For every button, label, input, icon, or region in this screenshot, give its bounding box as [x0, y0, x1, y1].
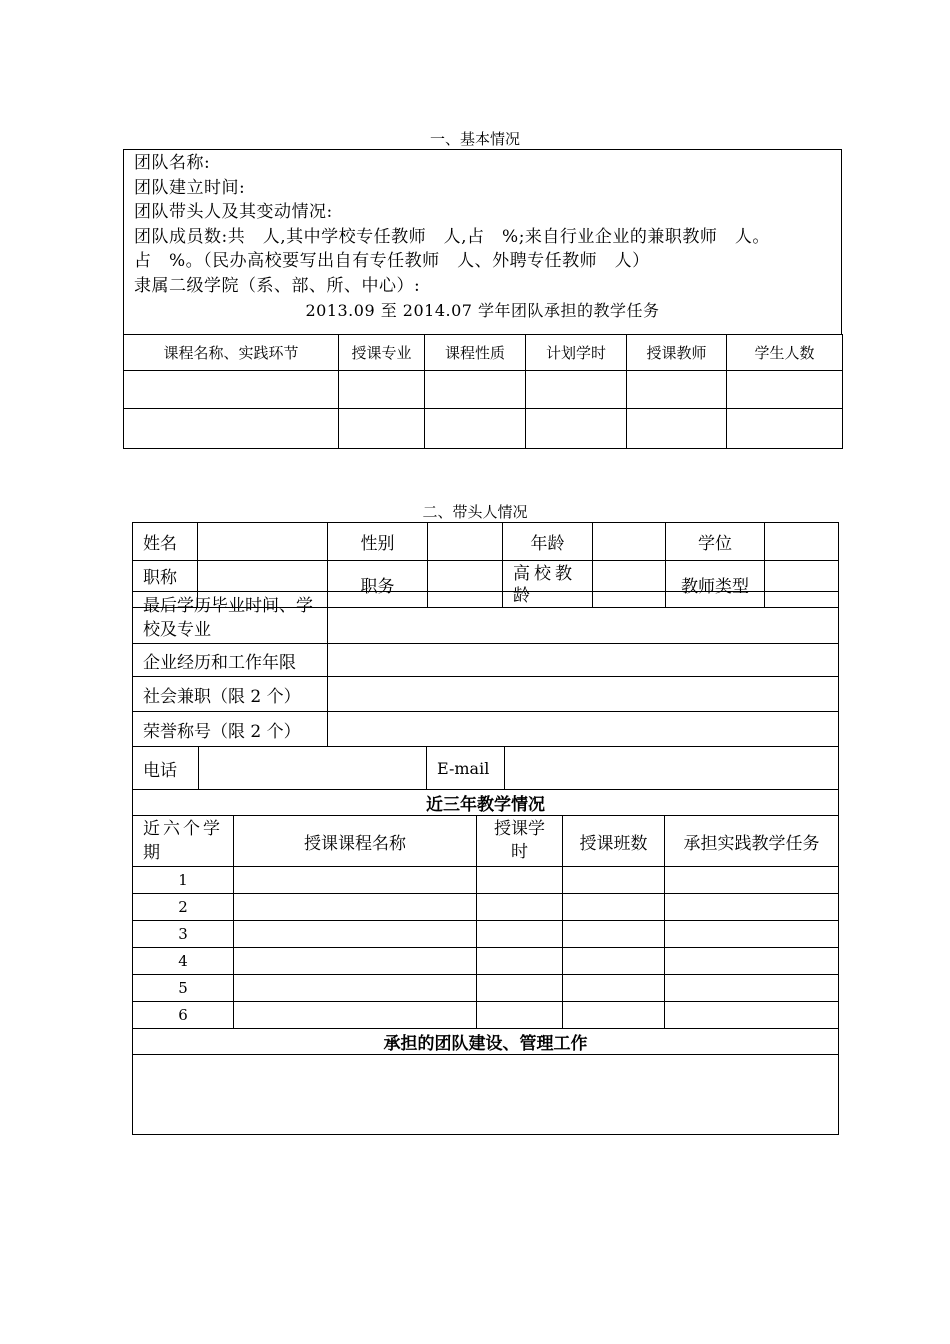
college-label: 隶属二级学院（系、部、所、中心）: — [134, 275, 421, 296]
honors-label: 荣誉称号（限 2 个） — [133, 712, 328, 747]
age-value[interactable] — [593, 523, 666, 561]
name-value[interactable] — [198, 523, 328, 561]
enterprise-label: 企业经历和工作年限 — [133, 644, 328, 677]
team-founded-label: 团队建立时间: — [134, 177, 246, 198]
teaching-cell[interactable] — [665, 1002, 839, 1029]
task-cell[interactable] — [627, 371, 727, 409]
task-caption: 2013.09 至 2014.07 学年团队承担的教学任务 — [305, 301, 660, 320]
social-value[interactable] — [328, 677, 839, 712]
task-table — [123, 334, 843, 449]
email-label: E-mail — [427, 747, 505, 790]
teaching-cell[interactable] — [563, 867, 665, 894]
header-hours: 计划学时 — [526, 335, 627, 371]
teaching-cell[interactable] — [477, 1002, 563, 1029]
management-section-title: 承担的团队建设、管理工作 — [133, 1029, 839, 1055]
teaching-cell[interactable] — [477, 894, 563, 921]
teaching-cell[interactable] — [665, 867, 839, 894]
section2-title: 二、带头人情况 — [422, 503, 528, 521]
teaching-cell[interactable] — [234, 975, 477, 1002]
social-label: 社会兼职（限 2 个） — [133, 677, 328, 712]
management-content[interactable] — [133, 1055, 839, 1135]
semester-number: 2 — [133, 894, 234, 921]
teaching-cell[interactable] — [665, 948, 839, 975]
task-cell[interactable] — [526, 409, 627, 449]
gender-label: 性别 — [328, 523, 428, 561]
header-practice-tasks: 承担实践教学任务 — [665, 816, 839, 867]
team-name-label: 团队名称: — [134, 153, 211, 173]
leader-changes-label: 团队带头人及其变动情况: — [134, 202, 333, 222]
section1-title: 一、基本情况 — [429, 130, 520, 148]
gender-value[interactable] — [428, 523, 503, 561]
header-nature: 课程性质 — [425, 335, 526, 371]
contact-table — [132, 746, 839, 790]
teaching-cell[interactable] — [563, 1002, 665, 1029]
teaching-cell[interactable] — [563, 894, 665, 921]
task-cell[interactable] — [124, 409, 339, 449]
teaching-cell[interactable] — [234, 894, 477, 921]
teaching-section-title: 近三年教学情况 — [133, 790, 839, 816]
teaching-cell[interactable] — [477, 975, 563, 1002]
teaching-cell[interactable] — [665, 975, 839, 1002]
header-semester: 近六个学期 — [133, 816, 234, 867]
teaching-cell[interactable] — [477, 867, 563, 894]
teaching-cell[interactable] — [234, 867, 477, 894]
teaching-cell[interactable] — [665, 894, 839, 921]
header-course-name: 授课课程名称 — [234, 816, 477, 867]
semester-number: 6 — [133, 1002, 234, 1029]
degree-value[interactable] — [765, 523, 839, 561]
header-major: 授课专业 — [339, 335, 425, 371]
teaching-cell[interactable] — [563, 975, 665, 1002]
members-line-1: 团队成员数:共 人,其中学校专任教师 人,占 %;来自行业企业的兼职教师 人。 — [134, 226, 770, 247]
header-teaching-hours: 授课学时 — [477, 816, 563, 867]
enterprise-value[interactable] — [328, 644, 839, 677]
task-cell[interactable] — [727, 409, 843, 449]
teaching-cell[interactable] — [563, 948, 665, 975]
semester-number: 5 — [133, 975, 234, 1002]
teaching-cell[interactable] — [234, 1002, 477, 1029]
task-cell[interactable] — [425, 371, 526, 409]
education-label: 最后学历毕业时间、学校及专业 — [133, 592, 328, 644]
teaching-cell[interactable] — [477, 921, 563, 948]
position-label: 职务 — [328, 561, 428, 608]
teaching-cell[interactable] — [563, 921, 665, 948]
header-teacher: 授课教师 — [627, 335, 727, 371]
semester-number: 1 — [133, 867, 234, 894]
semester-number: 4 — [133, 948, 234, 975]
email-value[interactable] — [505, 747, 839, 790]
task-cell[interactable] — [727, 371, 843, 409]
phone-label: 电话 — [133, 747, 199, 790]
teacher-type-label: 教师类型 — [666, 561, 765, 608]
task-cell[interactable] — [526, 371, 627, 409]
teaching-table — [132, 789, 839, 1135]
task-cell[interactable] — [339, 409, 425, 449]
phone-value[interactable] — [199, 747, 427, 790]
semester-number: 3 — [133, 921, 234, 948]
teaching-cell[interactable] — [665, 921, 839, 948]
task-cell[interactable] — [425, 409, 526, 449]
teaching-cell[interactable] — [477, 948, 563, 975]
header-course: 课程名称、实践环节 — [124, 335, 339, 371]
age-label: 年龄 — [503, 523, 593, 561]
leader-detail-table — [132, 591, 839, 747]
degree-label: 学位 — [666, 523, 765, 561]
title-rank-label: 职称 — [133, 561, 198, 608]
task-cell[interactable] — [339, 371, 425, 409]
task-cell[interactable] — [124, 371, 339, 409]
task-cell[interactable] — [627, 409, 727, 449]
name-label: 姓名 — [133, 523, 198, 561]
honors-value[interactable] — [328, 712, 839, 747]
teaching-cell[interactable] — [234, 948, 477, 975]
header-class-count: 授课班数 — [563, 816, 665, 867]
education-value[interactable] — [328, 592, 839, 644]
teaching-cell[interactable] — [234, 921, 477, 948]
basic-info-box — [123, 149, 842, 335]
header-students: 学生人数 — [727, 335, 843, 371]
members-line-2: 占 %。（民办高校要写出自有专任教师 人、外聘专任教师 人） — [134, 251, 650, 271]
teaching-age-label: 高校教龄 — [503, 561, 593, 608]
